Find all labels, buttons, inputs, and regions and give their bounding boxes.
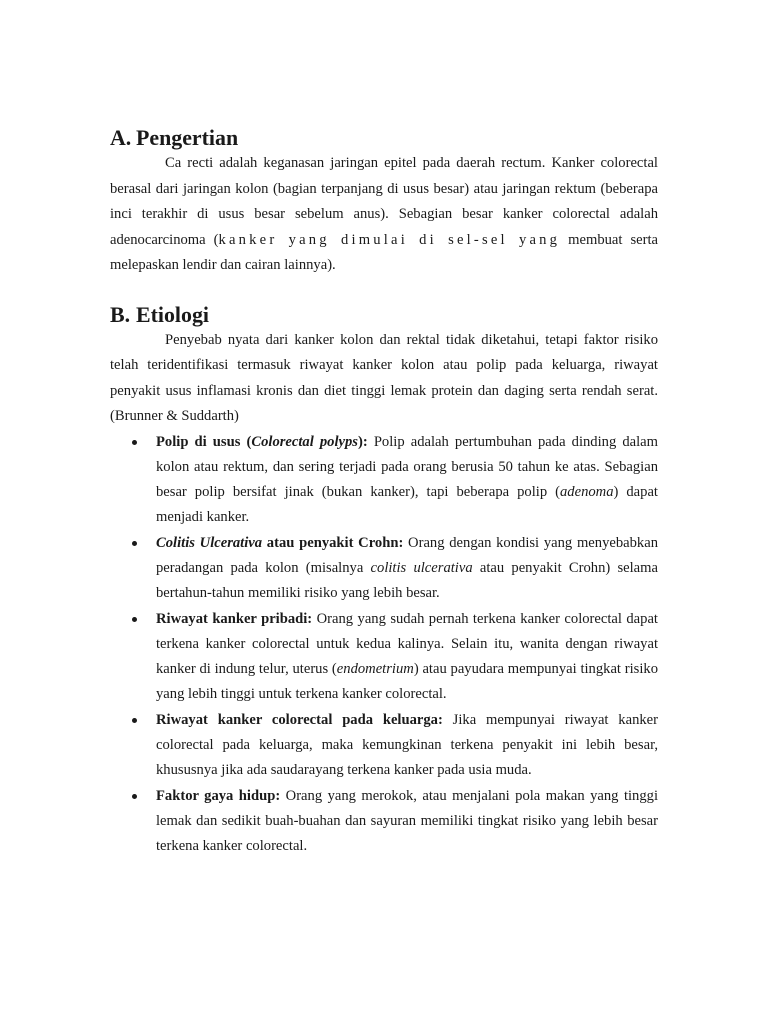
- section-a-text: Ca recti adalah keganasan jaringan epitel pada daerah rectum. Kanker colorectal berasal dari jaringan kolon (bagian terpanjang di usus besar) atau jaringan rektum (beberapa inci terakhir di usus besar sebelum anus). Sebagian besar kanker colorectal adalah adenocarcinoma (: [110, 155, 658, 248]
- item-text-end: ) dapat menjadi kanker.: [156, 484, 658, 526]
- list-item: [110, 430, 658, 531]
- item-italic-term: colitis ulcerativa: [370, 559, 473, 576]
- item-bold-label-end: ):: [357, 433, 368, 450]
- item-bold-italic-label: Colorectal polyps: [251, 433, 358, 450]
- list-item: [110, 784, 658, 860]
- section-b-paragraph: Penyebab nyata dari kanker kolon dan rektal tidak diketahui, tetapi faktor risiko telah teridentifikasi termasuk riwayat kanker kolon atau polip pada keluarga, riwayat penyakit usus inflamasi kronis dan diet tinggi lemak protein dan daging serta rendah serat. (Brunner & Suddarth): [110, 331, 658, 424]
- item-bold-label: Faktor gaya hidup:: [156, 787, 281, 804]
- list-item-text: [156, 531, 658, 607]
- list-item-text: [156, 607, 658, 708]
- section-a-number: A.: [110, 125, 132, 150]
- item-bold-label: Riwayat kanker colorectal pada keluarga:: [156, 711, 443, 728]
- item-italic-term: endometrium: [336, 661, 414, 678]
- bullet-icon: [132, 718, 137, 723]
- list-item: [110, 708, 658, 784]
- list-item-text: [156, 784, 658, 860]
- section-a-text-end: membuat serta melepaskan lendir dan cairan lainnya).: [110, 231, 659, 273]
- item-bold-italic-label: Colitis Ulcerativa: [156, 534, 263, 551]
- section-a-heading: [110, 127, 658, 149]
- item-text: Orang dengan kondisi yang menyebabkan peradangan pada kolon (misalnya: [156, 534, 658, 576]
- risk-factor-list: [110, 430, 658, 860]
- section-b-title: Etiologi: [136, 301, 209, 327]
- document-content: [110, 127, 658, 860]
- item-text: Jika mempunyai riwayat kanker colorectal pada keluarga, maka kemungkinan terkena penyakit ini lebih besar, khususnya jika ada saudarayang terkena kanker pada usia muda.: [156, 711, 659, 779]
- item-text: Orang yang sudah pernah terkena kanker colorectal dapat terkena kanker colorectal untuk kedua kalinya. Selain itu, wanita dengan riwayat kanker di indung telur, uterus (: [156, 610, 658, 678]
- list-item: [110, 607, 658, 708]
- item-text-end: atau penyakit Crohn) selama bertahun-tahun memiliki risiko yang lebih besar.: [156, 559, 658, 602]
- bullet-icon: [132, 541, 137, 546]
- bullet-icon: [132, 440, 137, 445]
- list-item-text: [156, 430, 658, 531]
- bullet-icon: [132, 794, 137, 799]
- list-item: [110, 531, 658, 607]
- section-a-title: Pengertian: [136, 125, 239, 150]
- section-b-number: B.: [110, 301, 131, 327]
- item-text-end: ) atau payudara mempunyai tingkat risiko yang lebih tinggi untuk terkena kanker colorectal.: [156, 661, 658, 703]
- section-a-paragraph: [110, 151, 658, 279]
- item-bold-label: Polip di usus (: [156, 433, 252, 450]
- section-b-heading: [110, 301, 658, 327]
- item-bold-label: Riwayat kanker pribadi:: [156, 610, 313, 627]
- item-bold-label: atau penyakit Crohn:: [262, 534, 404, 551]
- list-item-text: [156, 708, 658, 784]
- item-italic-term: adenoma: [560, 484, 614, 501]
- item-text: Polip adalah pertumbuhan pada dinding dalam kolon atau rektum, dan sering terjadi pada orang berusia 50 tahun ke atas. Sebagian besar polip bersifat jinak (bukan kanker), tapi beberapa polip (: [156, 433, 658, 501]
- bullet-icon: [132, 617, 137, 622]
- item-text: Orang yang merokok, atau menjalani pola makan yang tinggi lemak dan sedikit buah-buahan dan sayuran memiliki tingkat risiko yang lebih besar terkena kanker colorectal.: [156, 787, 658, 855]
- section-a-spaced-text: kanker yang dimulai di sel-sel yang: [218, 231, 561, 248]
